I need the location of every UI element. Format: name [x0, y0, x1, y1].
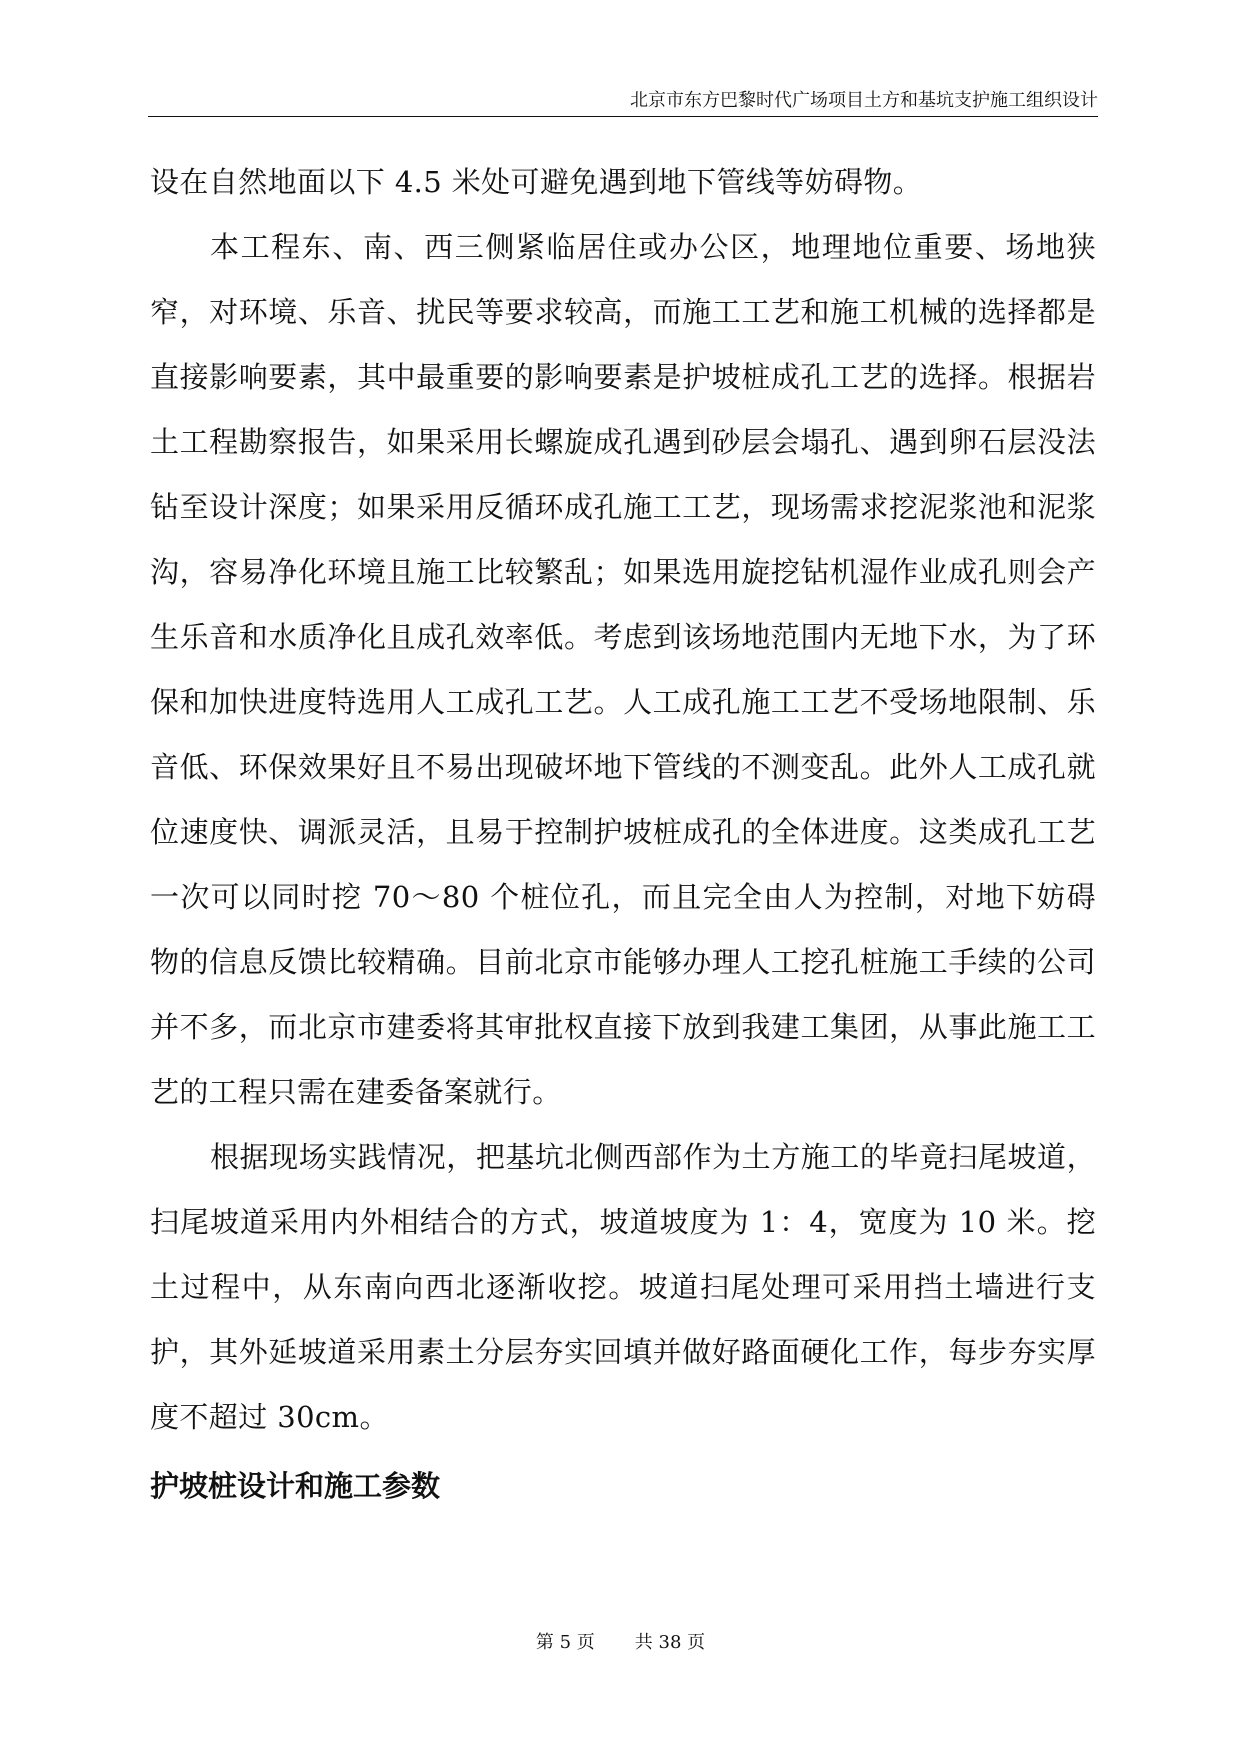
section-heading: 护坡桩设计和施工参数 [150, 1469, 441, 1503]
header-divider [148, 116, 1098, 117]
page-footer [0, 1628, 1241, 1658]
page-number: 第 5 页 [535, 1632, 595, 1653]
document-title: 北京市东方巴黎时代广场项目土方和基坑支护施工组织设计 [630, 90, 1098, 111]
paragraph-ramp-design: 根据现场实践情况，把基坑北侧西部作为土方施工的毕竟扫尾坡道，扫尾坡道采用内外相结合的方式，坡道坡度为 1：4，宽度为 10 米。挖土过程中，从东南向西北逐渐收挖。坡道扫尾处理可采用挡土墙进行支护，其外延坡道采用素土分层夯实回填并做好路面硬化工作，每步夯实厚度不超过 30cm。 [150, 1140, 1096, 1434]
paragraph-construction-method: 本工程东、南、西三侧紧临居住或办公区，地理地位重要、场地狭窄，对环境、乐音、扰民等要求较高，而施工工艺和施工机械的选择都是直接影响要素，其中最重要的影响要素是护坡桩成孔工艺的选择。根据岩土工程勘察报告，如果采用长螺旋成孔遇到砂层会塌孔、遇到卵石层没法钻至设计深度；如果采用反循环成孔施工工艺，现场需求挖泥浆池和泥浆沟，容易净化环境且施工比较繁乱；如果选用旋挖钻机湿作业成孔则会产生乐音和水质净化且成孔效率低。考虑到该场地范围内无地下水，为了环保和加快进度特选用人工成孔工艺。人工成孔施工工艺不受场地限制、乐音低、环保效果好且不易出现破坏地下管线的不测变乱。此外人工成孔就位速度快、调派灵活，且易于控制护坡桩成孔的全体进度。这类成孔工艺一次可以同时挖 70～80 个桩位孔，而且完全由人为控制，对地下妨碍物的信息反馈比较精确。目前北京市能够办理人工挖孔桩施工手续的公司并不多，而北京市建委将其审批权直接下放到我建工集团，从事此施工工艺的工程只需在建委备案就行。 [150, 230, 1096, 1109]
page-body [150, 150, 1096, 1519]
page-total: 共 38 页 [634, 1632, 706, 1653]
running-header [148, 86, 1098, 116]
paragraph-continuation: 设在自然地面以下 4.5 米处可避免遇到地下管线等妨碍物。 [150, 165, 923, 199]
